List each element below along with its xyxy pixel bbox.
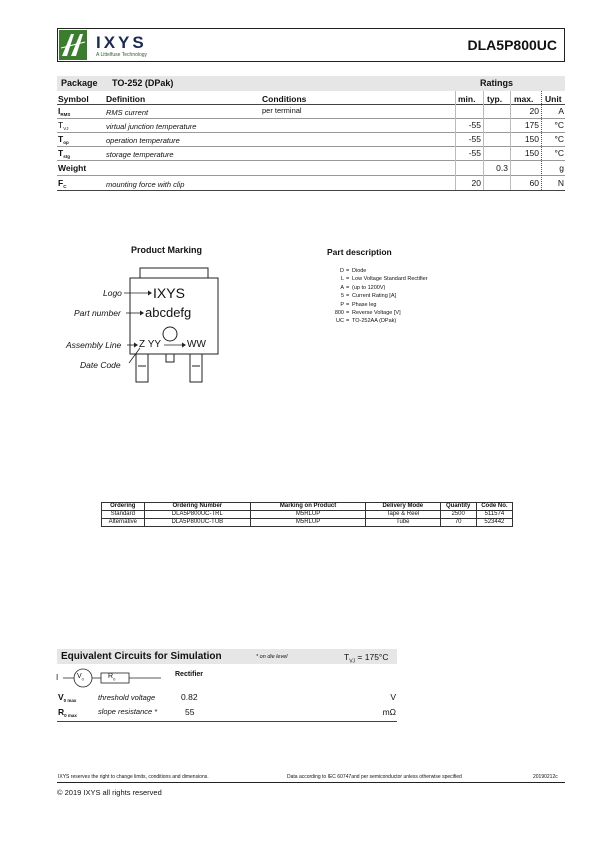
equals-sign: =: [346, 276, 350, 283]
ordering-cell: DLA5P800UC-TUB: [144, 519, 250, 527]
ordering-cell: 511574: [476, 511, 512, 519]
table-rule: [57, 104, 565, 105]
data-note: Data according to IEC 60747and per semiconductor unless otherwise specified: [287, 774, 462, 780]
symbol-tvj: $T_{VJ}$: [58, 120, 69, 131]
table-rule: [57, 190, 565, 191]
max-value: 150: [524, 148, 539, 158]
footer-rule: [57, 782, 565, 783]
slope-resistance-unit: mΩ: [382, 707, 396, 717]
definition-text: mounting force with clip: [106, 180, 185, 189]
equals-sign: =: [346, 318, 350, 325]
slope-resistance-value: 55: [185, 707, 195, 717]
equals-sign: =: [346, 301, 350, 308]
threshold-voltage-unit: V: [390, 692, 396, 702]
col-symbol: Symbol: [58, 94, 89, 104]
assembly-line-label: Assembly Line: [66, 340, 122, 350]
equals-sign: =: [346, 293, 350, 300]
unit-value: °C: [554, 120, 564, 130]
definition-text: storage temperature: [106, 150, 174, 159]
ordering-cell: M5RLUP: [251, 519, 366, 527]
column-divider: [510, 91, 511, 190]
col-typ: typ.: [487, 94, 503, 104]
symbol-fc: $F_C$: [58, 178, 67, 189]
brand-name: IXYS: [96, 33, 147, 52]
table-row: [102, 519, 513, 527]
marking-part-text: abcdefg: [145, 305, 192, 320]
brand-tagline: A Littelfuse Technology: [96, 52, 148, 58]
table-rule: [57, 721, 397, 722]
logo-label: Logo: [103, 288, 122, 298]
col-unit: Unit: [545, 94, 562, 104]
marking-zyy-code: Z YY: [139, 339, 162, 350]
part-code-description: Low Voltage Standard Rectifier: [352, 276, 428, 283]
table-rule: [57, 160, 565, 161]
definition-text: virtual junction temperature: [106, 122, 197, 131]
part-number-label: Part number: [74, 308, 121, 318]
equivalent-note: * on die level: [256, 654, 288, 660]
equals-sign: =: [346, 310, 350, 316]
equals-sign: =: [346, 268, 350, 274]
product-marking-title: Product Marking: [131, 245, 203, 255]
datasheet-header: [57, 28, 565, 62]
unit-value: N: [557, 178, 564, 188]
unit-value: A: [558, 106, 564, 116]
col-min: min.: [458, 94, 476, 104]
unit-value: °C: [554, 134, 564, 144]
ordering-cell: M5RLUP: [251, 511, 366, 519]
symbol-v0max: $V_{0 max}$: [58, 692, 77, 703]
package-drawing: [60, 262, 230, 402]
part-code: D: [340, 268, 344, 274]
col-conditions: Conditions: [262, 94, 307, 104]
part-code: 800: [334, 310, 344, 316]
symbol-r0max: $R_{0 max}$: [58, 707, 77, 718]
table-rule: [57, 118, 565, 119]
part-code: L: [340, 276, 344, 283]
part-code-description: TO-252AA (DPak): [352, 318, 397, 325]
table-rule: [57, 146, 565, 147]
tvj-condition: $T_{VJ} = 175^\circ C$: [344, 652, 389, 665]
equals-sign: =: [346, 284, 350, 291]
part-code: 5: [340, 293, 344, 300]
table-rule: [57, 175, 565, 176]
definition-text: operation temperature: [106, 136, 180, 145]
part-code-description: (up to 1200V): [352, 284, 386, 291]
ordering-header: Ordering: [102, 503, 145, 511]
ordering-header: Delivery Mode: [366, 503, 441, 511]
symbol-weight: Weight: [58, 163, 87, 173]
part-code-description: Current Rating [A]: [352, 293, 397, 300]
ordering-header: Code No.: [476, 503, 512, 511]
min-value: -55: [468, 120, 481, 130]
rectifier-label: Rectifier: [175, 671, 204, 678]
part-code-description: Phase leg: [352, 301, 377, 308]
min-value: 20: [471, 178, 481, 188]
part-description-title: Part description: [327, 247, 392, 257]
ordering-header: Quantity: [440, 503, 476, 511]
ordering-cell: 2500: [440, 511, 476, 519]
min-value: -55: [468, 148, 481, 158]
threshold-voltage-label: threshold voltage: [98, 693, 156, 702]
r0-label: $R_0$: [108, 673, 116, 682]
ordering-cell: Tape & Reel: [366, 511, 441, 519]
ordering-cell: Tube: [366, 519, 441, 527]
current-label: I: [56, 673, 59, 682]
table-row: [102, 511, 513, 519]
part-code: P: [340, 301, 344, 308]
unit-value: °C: [554, 148, 564, 158]
v0-label: $V_0$: [77, 673, 84, 682]
package-value: TO-252 (DPak): [112, 78, 174, 88]
unit-value: g: [559, 163, 564, 173]
ordering-header: Marking on Product: [251, 503, 366, 511]
max-value: 150: [524, 134, 539, 144]
package-label: Package: [61, 78, 98, 88]
ixys-logo-icon: [59, 30, 87, 60]
ordering-cell: 70: [440, 519, 476, 527]
part-code: A: [340, 284, 344, 291]
date-code-label: Date Code: [80, 360, 121, 370]
condition-text: per terminal: [262, 106, 302, 115]
typ-value: 0.3: [496, 163, 508, 173]
slope-resistance-label: slope resistance *: [98, 707, 158, 716]
document-date-code: 20190212c: [533, 774, 558, 780]
ordering-cell: Standard: [102, 511, 145, 519]
equivalent-title: Equivalent Circuits for Simulation: [61, 651, 222, 662]
part-code: UC: [336, 318, 344, 325]
definition-text: RMS current: [106, 108, 149, 117]
symbol-irms: $I_{RMS}$: [58, 106, 71, 117]
ordering-table: [101, 502, 513, 527]
column-divider: [541, 91, 542, 190]
table-rule: [57, 132, 565, 133]
max-value: 20: [529, 106, 539, 116]
part-number-title: DLA5P800UC: [467, 37, 557, 53]
max-value: 60: [529, 178, 539, 188]
symbol-tstg: $T_{stg}$: [58, 148, 70, 159]
col-max: max.: [514, 94, 534, 104]
col-definition: Definition: [106, 94, 146, 104]
marking-logo-text: IXYS: [153, 285, 185, 301]
threshold-voltage-value: 0.82: [181, 692, 198, 702]
part-code-description: Diode: [352, 268, 367, 274]
ordering-cell: DLA5P800UC-TRL: [144, 511, 250, 519]
rights-note: IXYS reserves the right to change limits, conditions and dimensions.: [58, 774, 209, 780]
part-code-description: Reverse Voltage [V]: [352, 310, 401, 316]
copyright: © 2019 IXYS all rights reserved: [57, 788, 162, 797]
symbol-top: $T_{op}$: [58, 134, 69, 145]
max-value: 175: [524, 120, 539, 130]
marking-ww-code: WW: [187, 339, 206, 350]
column-divider: [483, 91, 484, 190]
ordering-cell: Alternative: [102, 519, 145, 527]
ordering-cell: 523442: [476, 519, 512, 527]
ordering-header: Ordering Number: [144, 503, 250, 511]
min-value: -55: [468, 134, 481, 144]
ratings-label: Ratings: [480, 78, 514, 88]
